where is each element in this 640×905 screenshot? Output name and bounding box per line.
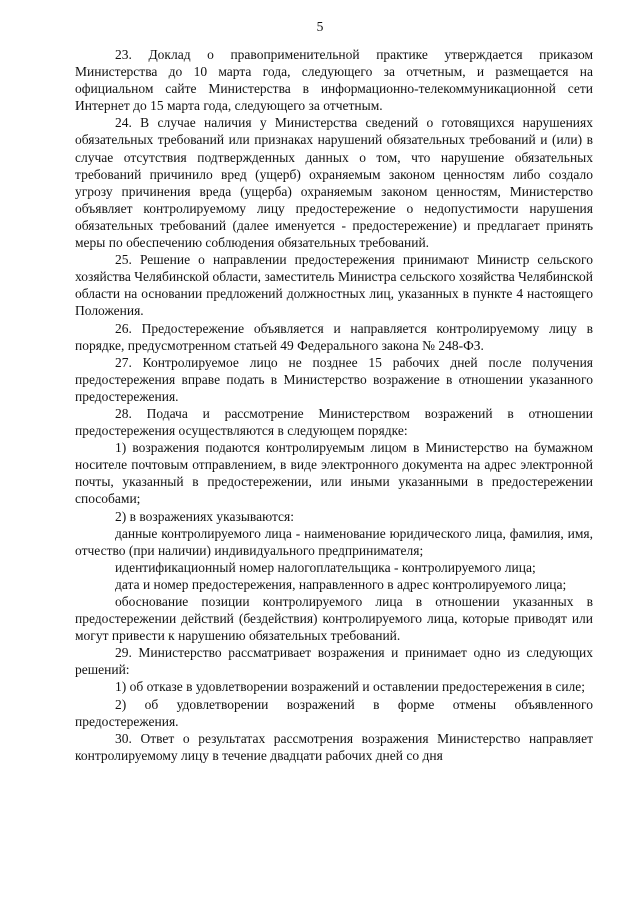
- paragraph-25: 25. Решение о направлении предостережения принимают Министр сельского хозяйства Челябинской области, заместитель Министра сельского хозяйства Челябинской области на основании предложений должностных лиц, указанных в пункте 4 настоящего Положения.: [75, 252, 593, 319]
- paragraph-28-item-1: 1) возражения подаются контролируемым лицом в Министерство на бумажном носителе почтовым отправлением, в виде электронного документа на адрес электронной почты, указанный в предостережении, или иными указанными в предостережении способами;: [75, 440, 593, 507]
- paragraph-29-item-1: 1) об отказе в удовлетворении возражений и оставлении предостережения в силе;: [115, 679, 586, 695]
- paragraph-28-item-2-data: данные контролируемого лица - наименование юридического лица, фамилия, имя, отчество (при наличии) индивидуального предпринимателя;: [75, 525, 593, 558]
- document-body: [75, 46, 593, 764]
- page-number: 5: [316, 19, 324, 34]
- paragraph-29: 29. Министерство рассматривает возражения и принимает одно из следующих решений:: [75, 645, 593, 678]
- paragraph-23: 23. Доклад о правоприменительной практике утверждается приказом Министерства до 10 марта года, следующего за отчетным, и размещается на официальном сайте Министерства в информационно-телекоммуникационной сети Интернет до 15 марта года, следующего за отчетным.: [75, 47, 593, 114]
- paragraph-28-item-2-justification: обоснование позиции контролируемого лица в отношении указанных в предостережении действий (бездействия) контролируемого лица, которые приводят или могут привести к нарушению обязательных требований.: [75, 594, 593, 644]
- paragraph-26: 26. Предостережение объявляется и направляется контролируемому лицу в порядке, предусмотренном статьей 49 Федерального закона № 248-ФЗ.: [75, 320, 593, 353]
- paragraph-28-item-2: 2) в возражениях указываются:: [115, 508, 295, 524]
- paragraph-24: 24. В случае наличия у Министерства сведений о готовящихся нарушениях обязательных требований или признаках нарушений обязательных требований и (или) в случае отсутствия подтвержденных данных о том, что нарушение обязательных требований причинило вред (ущерб) охраняемым законом ценностям либо создало угрозу причинения вреда (ущерба) охраняемым законом ценностям, Министерство объявляет контролируемому лицу предостережение о недопустимости нарушения обязательных требований (далее именуется - предостережение) и предлагает принять меры по обеспечению соблюдения обязательных требований.: [75, 115, 593, 251]
- paragraph-28-item-2-date: дата и номер предостережения, направленного в адрес контролируемого лица;: [115, 576, 567, 592]
- paragraph-27: 27. Контролируемое лицо не позднее 15 рабочих дней после получения предостережения вправе подать в Министерство возражение в отношении указанного предостережения.: [75, 354, 593, 404]
- paragraph-28: 28. Подача и рассмотрение Министерством возражений в отношении предостережения осуществляются в следующем порядке:: [75, 405, 593, 439]
- paragraph-28-item-2-inn: идентификационный номер налогоплательщика - контролируемого лица;: [115, 559, 536, 575]
- paragraph-30: 30. Ответ о результатах рассмотрения возражения Министерство направляет контролируемому лицу в течение двадцати рабочих дней со дня: [75, 730, 593, 763]
- paragraph-29-item-2: 2) об удовлетворении возражений в форме отмены объявленного предостережения.: [75, 696, 593, 729]
